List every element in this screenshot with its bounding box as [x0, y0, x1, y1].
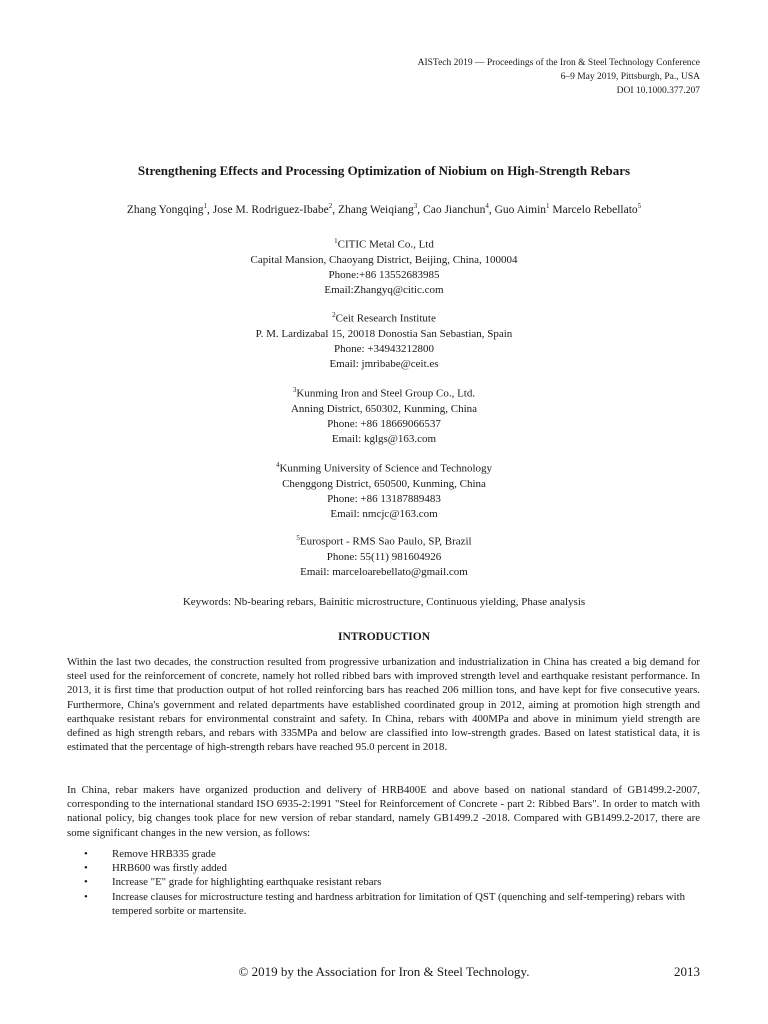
author: Zhang Weiqiang$^3$,: [337, 202, 424, 216]
list-item: • Increase clauses for microstructure testing and hardness arbitration for limitation of QST (quenching and self-tempering) rebars with tempered sorbite or martensite.: [84, 890, 686, 917]
body-paragraph: Within the last two decades, the construction resulted from progressive urbanization and industrialization in China has created a big demand for steel used for the reinforcement of concrete, namely hot rolled ribbed bars with improved strength level and earthquake resistant performance. In 2013, it is first time that production output of hot rolled reinforcing bars has reached 206 million tons, and have kept for five consecutive years. Furthermore, China's government and related departments have established coordinated group in 2012, aiming at promotion high strength and earthquake resistant rebars for environmental constraint and safety. In China, rebars with 400MPa and above in minimum yield strength are defined as high strength rebars, and rebars with 335MPa and below are classified into low-strength grades. Based on latest statistical data, it is estimated that the percentage of high-strength rebars have reached 95.0 percent in 2018.: [67, 656, 700, 754]
affiliation-phone: Phone: +34943212800: [333, 342, 434, 355]
affiliation-address: Chenggong District, 650500, Kunming, China: [282, 477, 486, 490]
affiliation-email: Email: jmribabe@ceit.es: [329, 357, 439, 370]
affiliation-email: Email: nmcjc@163.com: [330, 507, 438, 520]
affiliation-block: [0, 308, 768, 372]
section-heading: INTRODUCTION: [337, 631, 430, 643]
paper-title: Strengthening Effects and Processing Optimization of Niobium on High-Strength Rebars: [137, 163, 631, 178]
author: Guo Aimin$^1$: [494, 202, 550, 216]
author: Cao Jianchun$^4$,: [423, 202, 495, 216]
affiliation-name: $^4$Kunming University of Science and Technology: [275, 461, 493, 475]
bullet-icon: •: [84, 848, 88, 860]
author: Jose M. Rodriguez-Ibabe$^2$,: [212, 202, 338, 216]
bullet-icon: •: [84, 862, 88, 875]
list-item: • HRB600 was firstly added: [84, 862, 227, 875]
page-number: 2013: [674, 964, 700, 979]
affiliation-email: Email: kglgs@163.com: [331, 432, 437, 445]
affiliation-phone: Phone: +86 13187889483: [327, 492, 441, 505]
affiliation-address: Anning District, 650302, Kunming, China: [290, 402, 478, 415]
header-conference-line: AISTech 2019 — Proceedings of the Iron & Steel Technology Conference: [417, 58, 700, 68]
header-doi-line: DOI 10.1000.377.207: [616, 86, 700, 96]
bullet-list: [84, 847, 700, 918]
affiliation-block: [0, 234, 768, 298]
affiliation-phone: Phone: 55(11) 981604926: [326, 550, 442, 563]
bullet-icon: •: [84, 890, 88, 903]
affiliation-block: [0, 531, 768, 580]
author: Marcelo Rebellato$^5$: [552, 202, 642, 216]
author-list: [0, 202, 768, 216]
header-date-line: 6–9 May 2019, Pittsburgh, Pa., USA: [560, 72, 700, 82]
affiliation-name: $^1$CITIC Metal Co., Ltd: [334, 237, 434, 251]
affiliation-address: Capital Mansion, Chaoyang District, Beijing, China, 100004: [250, 253, 518, 266]
affiliation-phone: Phone: +86 18669066537: [327, 417, 441, 430]
affiliation-name: $^3$Kunming Iron and Steel Group Co., Ltd.: [292, 386, 476, 400]
affiliation-phone: Phone:+86 13552683985: [328, 268, 440, 281]
affiliation-name: $^5$Eurosport - RMS Sao Paulo, SP, Brazil: [296, 534, 472, 548]
conference-header: [418, 56, 700, 98]
copyright-footer: © 2019 by the Association for Iron & Steel Technology.: [238, 964, 530, 979]
bullet-icon: •: [84, 876, 88, 889]
affiliation-block: [0, 383, 768, 447]
affiliation-email: Email:Zhangyq@citic.com: [324, 283, 444, 296]
keywords: Keywords: Nb-bearing rebars, Bainitic microstructure, Continuous yielding, Phase analysis: [182, 596, 586, 608]
author: Zhang Yongqing$^1$,: [126, 202, 213, 216]
list-item: • Remove HRB335 grade: [84, 848, 216, 860]
list-item: • Increase "E" grade for highlighting earthquake resistant rebars: [84, 876, 382, 889]
affiliation-address: P. M. Lardizabal 15, 20018 Donostia San Sebastian, Spain: [255, 327, 513, 340]
affiliation-block: [0, 458, 768, 522]
body-paragraph: In China, rebar makers have organized production and delivery of HRB400E and above based on national standard of GB1499.2-2007, corresponding to the international standard ISO 6935-2:1991 "Steel for Reinforcement of Concrete - part 2: Ribbed Bars". In order to match with national policy, big changes took place for new version of rebar standard, namely GB1499.2 -2018. Compared with GB1499.2-2017, there are some significant changes in the new version, as follows:: [67, 784, 700, 839]
affiliation-email: Email: marceloarebellato@gmail.com: [300, 565, 468, 578]
affiliation-name: $^2$Ceit Research Institute: [332, 311, 436, 325]
